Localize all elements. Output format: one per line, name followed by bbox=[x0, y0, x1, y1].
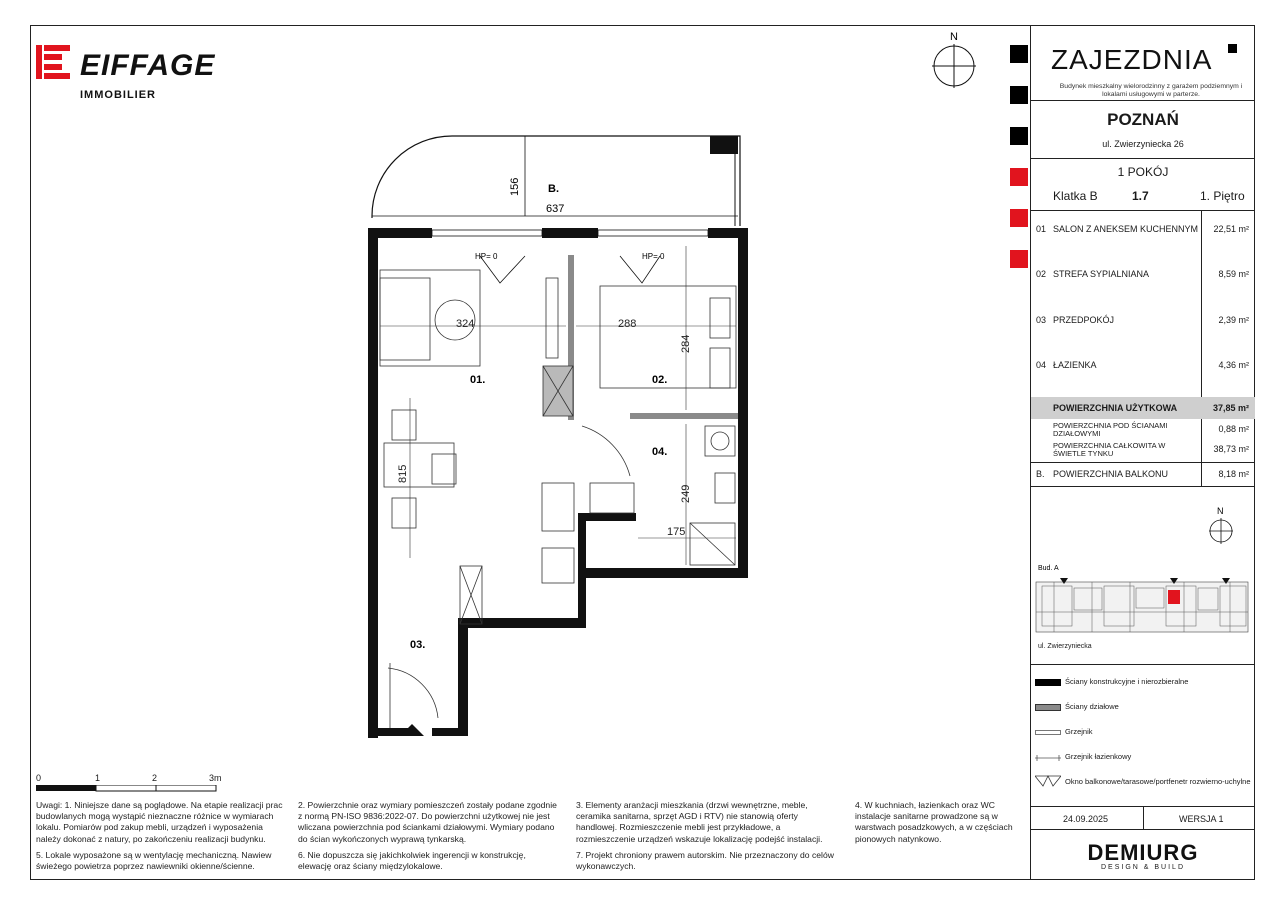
room-no: 04 bbox=[1036, 360, 1047, 370]
note-3: 3. Elementy aranżacji mieszkania (drzwi wewnętrzne, meble, ceramika sanitarna, sprzęt AGD i RTV) nie stanowią oferty handlowej. Rozmieszczenie mebli jest przykładowe, a rozmieszczenie urządzeń wskazuje lokalizację podejść instalacji. bbox=[576, 800, 823, 844]
scale-label-0: 0 bbox=[36, 773, 42, 783]
side-tab bbox=[1010, 45, 1028, 63]
document-meta-row bbox=[1031, 806, 1255, 830]
row-divider bbox=[1031, 210, 1255, 211]
legend-label: Okno balkonowe/tarasowe/portfenetr rozwierno-uchylne bbox=[1065, 777, 1251, 786]
dim-815: 815 bbox=[397, 464, 409, 483]
balcony-label: POWIERZCHNIA BALKONU bbox=[1053, 469, 1169, 479]
entrance-door bbox=[388, 668, 438, 718]
floor: 1. Piętro bbox=[1200, 189, 1245, 203]
scale-graphic bbox=[36, 785, 226, 793]
note-4: 4. W kuchniach, łazienkach oraz WC instalacje sanitarne prowadzone są w warstwach posadzkowych, a w częściach pionowych natynkowo. bbox=[855, 800, 1013, 844]
legend-label: Grzejnik łazienkowy bbox=[1065, 752, 1132, 761]
scale-label-3: 3m bbox=[209, 773, 222, 783]
note-5: 5. Lokale wyposażone są w wentylację mechaniczną. Nawiew świeżego powietrza poprzez nawiewniki okienne/ścienne. bbox=[36, 849, 272, 872]
window-icon bbox=[1035, 775, 1061, 787]
notes-col-3 bbox=[576, 800, 838, 877]
room-name: STREFA SYPIALNIANA bbox=[1053, 269, 1150, 279]
site-key-plan bbox=[1034, 560, 1250, 655]
room-name: ŁAZIENKA bbox=[1053, 360, 1097, 370]
keyplan-street-label: ul. Zwierzyniecka bbox=[1038, 643, 1092, 650]
room-no: 01 bbox=[1036, 224, 1047, 234]
project-name: ZAJEZDNIA bbox=[1051, 44, 1213, 75]
room-no: 02 bbox=[1036, 269, 1047, 279]
note-1: Uwagi: 1. Niniejsze dane są poglądowe. Na etapie realizacji prac budowlanych mogą wystąpić nieznaczne różnice w wymiarach lokalu. Pomiarów pod zakup mebli, urządzeń i wyposażenia należy dokonać z natury, po zakończeniu realizacji budynku. bbox=[36, 800, 283, 844]
legend-swatch bbox=[1035, 679, 1061, 686]
room-label-04: 04. bbox=[652, 446, 668, 458]
dim-288: 288 bbox=[618, 318, 637, 330]
rooms-count: 1 POKÓJ bbox=[1117, 165, 1169, 179]
usable-area-label: POWIERZCHNIA UŻYTKOWA bbox=[1053, 403, 1178, 413]
side-tab-active bbox=[1010, 209, 1028, 227]
room-area: 2,39 m² bbox=[1218, 315, 1249, 325]
room-label-03: 03. bbox=[410, 639, 426, 651]
developer-name: EIFFAGE bbox=[80, 49, 216, 82]
notes-col-2 bbox=[298, 800, 560, 877]
side-tab bbox=[1010, 86, 1028, 104]
street: ul. Zwierzyniecka 26 bbox=[1102, 139, 1184, 149]
staircase: Klatka B bbox=[1053, 189, 1098, 203]
legend-label: Ściany konstrukcyjne i nierozbieralne bbox=[1065, 677, 1189, 686]
side-tabs bbox=[1010, 45, 1028, 291]
gross-area-label: POWIERZCHNIA CAŁKOWITA W ŚWIETLE TYNKU bbox=[1053, 441, 1166, 458]
compass-icon bbox=[930, 30, 980, 90]
eiffage-logo-icon bbox=[36, 45, 70, 79]
bathroom-radiator-icon bbox=[1035, 754, 1061, 761]
balcony-no: B. bbox=[1036, 469, 1045, 479]
room-area: 8,59 m² bbox=[1218, 269, 1249, 279]
city: POZNAŃ bbox=[1107, 110, 1179, 129]
scale-bar bbox=[36, 773, 236, 795]
developer-logo bbox=[36, 45, 236, 105]
dim-249: 249 bbox=[680, 484, 692, 503]
unit-number: 1.7 bbox=[1132, 189, 1149, 203]
project-mark-icon bbox=[1228, 44, 1237, 53]
legend-swatch bbox=[1035, 704, 1061, 711]
floor-plan bbox=[360, 128, 760, 748]
compass-letter: N bbox=[950, 31, 958, 43]
balcony-dim-width: 637 bbox=[546, 203, 565, 215]
usable-area-value: 37,85 m² bbox=[1212, 403, 1249, 413]
window-label-2: HP= 0 bbox=[642, 252, 665, 261]
legend-label: Grzejnik bbox=[1065, 727, 1093, 736]
contractor-logo bbox=[1031, 840, 1255, 871]
contractor-name: DEMIURG bbox=[1087, 840, 1199, 865]
row-divider bbox=[1031, 664, 1255, 665]
room-area: 22,51 m² bbox=[1213, 224, 1249, 234]
legend-label: Ściany działowe bbox=[1065, 702, 1119, 711]
room-label-01: 01. bbox=[470, 374, 486, 386]
developer-sub: IMMOBILIER bbox=[80, 89, 156, 101]
mini-compass-letter: N bbox=[1217, 506, 1224, 516]
dim-284: 284 bbox=[680, 334, 692, 353]
gross-area-value: 38,73 m² bbox=[1213, 444, 1249, 454]
balcony-dim-depth: 156 bbox=[509, 177, 521, 196]
balcony-area: 8,18 m² bbox=[1218, 469, 1249, 479]
side-tab bbox=[1010, 127, 1028, 145]
radiator-icon bbox=[1035, 730, 1061, 735]
project-description: Budynek mieszkalny wielorodzinny z garażem podziemnym i lokalami usługowymi w parterze. bbox=[1059, 83, 1243, 98]
contractor-sub: DESIGN & BUILD bbox=[1100, 864, 1185, 871]
room-name: SALON Z ANEKSEM KUCHENNYM bbox=[1053, 224, 1199, 234]
notes-col-4 bbox=[855, 800, 1020, 850]
partition-area-value: 0,88 m² bbox=[1218, 424, 1249, 434]
row-divider bbox=[1031, 158, 1255, 159]
document-date: 24.09.2025 bbox=[1063, 814, 1109, 824]
unit-highlight bbox=[1168, 590, 1180, 604]
usable-area-row bbox=[1031, 397, 1255, 419]
keyplan-building-label: Bud. A bbox=[1038, 565, 1059, 572]
note-7: 7. Projekt chroniony prawem autorskim. Nie przeznaczony do celów wykonawczych. bbox=[576, 849, 834, 872]
panel-divider bbox=[1030, 25, 1031, 880]
side-tab-active bbox=[1010, 168, 1028, 186]
room-area: 4,36 m² bbox=[1218, 360, 1249, 370]
row-divider bbox=[1031, 100, 1255, 101]
meta-divider bbox=[1143, 806, 1144, 830]
mini-compass-icon bbox=[1208, 505, 1234, 545]
document-version: WERSJA 1 bbox=[1179, 814, 1224, 824]
row-divider bbox=[1031, 462, 1255, 463]
partition-walls bbox=[568, 255, 738, 420]
room-no: 03 bbox=[1036, 315, 1047, 325]
scale-label-1: 1 bbox=[95, 773, 101, 783]
row-divider bbox=[1031, 486, 1255, 487]
dim-175: 175 bbox=[667, 526, 686, 538]
scale-label-2: 2 bbox=[152, 773, 158, 783]
window-label-1: HP= 0 bbox=[475, 252, 498, 261]
room-name: PRZEDPOKÓJ bbox=[1053, 315, 1115, 325]
balcony-label: B. bbox=[548, 183, 559, 195]
notes-col-1 bbox=[36, 800, 286, 877]
dim-324: 324 bbox=[456, 318, 475, 330]
bedroom-bed bbox=[600, 286, 736, 388]
room-label-02: 02. bbox=[652, 374, 668, 386]
partition-area-label: POWIERZCHNIA POD ŚCIANAMI DZIAŁOWYMI bbox=[1053, 421, 1168, 438]
note-2: 2. Powierzchnie oraz wymiary pomieszczeń zostały podane zgodnie z normą PN-ISO 9836:2022-07. Do powierzchni użytkowej nie jest wliczana powierzchnia pod ściankami działowymi. Wymiary podano do ścian wykończonych wyprawą tynkarską. bbox=[298, 800, 557, 844]
side-tab-active bbox=[1010, 250, 1028, 268]
note-6: 6. Nie dopuszcza się jakichkolwiek ingerencji w konstrukcję, elewację oraz ściany międzylokalowe. bbox=[298, 849, 526, 872]
